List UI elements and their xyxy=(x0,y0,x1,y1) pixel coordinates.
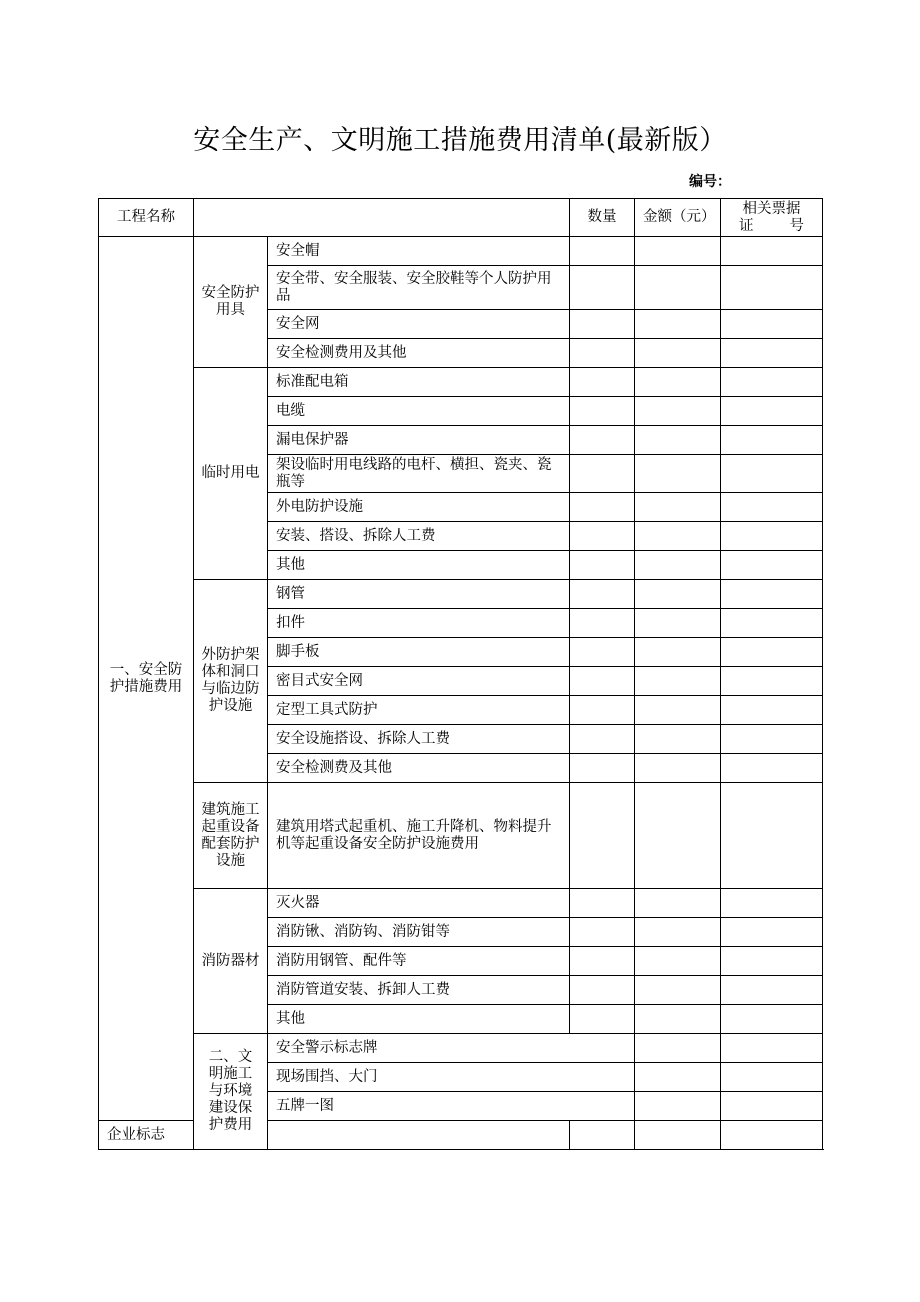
header-project-name: 工程名称 xyxy=(99,199,194,237)
item-label: 扣件 xyxy=(268,609,570,638)
amount-cell[interactable] xyxy=(635,522,721,551)
item-label: 灭火器 xyxy=(268,889,570,918)
section1-label: 一、安全防护措施费用 xyxy=(99,237,194,1121)
receipt-cell[interactable] xyxy=(721,580,823,609)
receipt-cell[interactable] xyxy=(721,266,823,310)
item-label: 建筑用塔式起重机、施工升降机、物料提升机等起重设备安全防护设施费用 xyxy=(268,783,570,889)
item-label: 外电防护设施 xyxy=(268,493,570,522)
item-label: 安全检测费用及其他 xyxy=(268,339,570,368)
quantity-cell[interactable] xyxy=(570,368,635,397)
quantity-cell[interactable] xyxy=(635,1092,721,1121)
serial-number-label: 编号： xyxy=(689,174,731,190)
item-label: 安全帽 xyxy=(268,237,570,266)
sub-label: 临时用电 xyxy=(194,368,268,580)
amount-cell[interactable] xyxy=(635,976,721,1005)
item-label: 安全带、安全服装、安全胶鞋等个人防护用品 xyxy=(268,266,570,310)
item-label: 消防锹、消防钩、消防钳等 xyxy=(268,918,570,947)
item-label: 电缆 xyxy=(268,397,570,426)
sub-label: 外防护架体和洞口与临边防护设施 xyxy=(194,580,268,783)
amount-cell[interactable] xyxy=(635,609,721,638)
receipt-cell[interactable] xyxy=(721,696,823,725)
quantity-cell[interactable] xyxy=(635,1063,721,1092)
item-label: 五牌一图 xyxy=(268,1092,635,1121)
receipt-cell[interactable] xyxy=(721,310,823,339)
quantity-cell[interactable] xyxy=(570,783,635,889)
quantity-cell[interactable] xyxy=(570,638,635,667)
quantity-cell[interactable] xyxy=(570,455,635,493)
amount-cell[interactable] xyxy=(635,889,721,918)
amount-cell[interactable] xyxy=(635,339,721,368)
quantity-cell[interactable] xyxy=(570,1005,635,1034)
quantity-cell[interactable] xyxy=(570,609,635,638)
receipt-cell[interactable] xyxy=(721,339,823,368)
quantity-cell[interactable] xyxy=(570,580,635,609)
table-row xyxy=(99,889,823,918)
item-label: 定型工具式防护 xyxy=(268,696,570,725)
receipt-cell[interactable] xyxy=(721,522,823,551)
amount-cell[interactable] xyxy=(635,266,721,310)
amount-cell[interactable] xyxy=(635,1005,721,1034)
item-label: 密目式安全网 xyxy=(268,667,570,696)
item-label: 脚手板 xyxy=(268,638,570,667)
receipt-cell[interactable] xyxy=(721,426,823,455)
item-label: 安全网 xyxy=(268,310,570,339)
header-receipt-hao: 号 xyxy=(789,217,804,234)
receipt-cell[interactable] xyxy=(721,667,823,696)
sub-label: 消防器材 xyxy=(194,889,268,1034)
amount-cell[interactable] xyxy=(635,551,721,580)
amount-cell[interactable] xyxy=(635,368,721,397)
quantity-cell[interactable] xyxy=(570,696,635,725)
receipt-cell[interactable] xyxy=(721,783,823,889)
quantity-cell[interactable] xyxy=(570,522,635,551)
amount-cell[interactable] xyxy=(635,455,721,493)
header-amount: 金额（元） xyxy=(635,199,721,237)
amount-cell[interactable] xyxy=(635,310,721,339)
quantity-cell[interactable] xyxy=(570,310,635,339)
receipt-cell[interactable] xyxy=(721,1005,823,1034)
amount-cell[interactable] xyxy=(721,1034,823,1063)
item-label: 消防管道安装、拆卸人工费 xyxy=(268,976,570,1005)
quantity-cell[interactable] xyxy=(570,237,635,266)
receipt-cell[interactable] xyxy=(721,754,823,783)
item-label: 安全设施搭设、拆除人工费 xyxy=(268,725,570,754)
header-receipt-zheng: 证 xyxy=(739,217,754,234)
amount-cell[interactable] xyxy=(721,1092,823,1121)
receipt-cell[interactable] xyxy=(721,725,823,754)
table-row xyxy=(99,783,823,889)
receipt-cell[interactable] xyxy=(721,889,823,918)
receipt-cell[interactable] xyxy=(721,493,823,522)
item-label: 现场围挡、大门 xyxy=(268,1063,635,1092)
receipt-cell[interactable] xyxy=(721,638,823,667)
amount-cell[interactable] xyxy=(635,947,721,976)
header-receipt-line1: 相关票据 xyxy=(742,200,801,217)
quantity-cell[interactable] xyxy=(570,918,635,947)
quantity-cell[interactable] xyxy=(268,1121,570,1150)
item-label: 漏电保护器 xyxy=(268,426,570,455)
amount-cell[interactable] xyxy=(635,426,721,455)
receipt-cell[interactable] xyxy=(721,237,823,266)
item-label: 安全检测费及其他 xyxy=(268,754,570,783)
quantity-cell[interactable] xyxy=(570,976,635,1005)
quantity-cell[interactable] xyxy=(635,1034,721,1063)
item-label: 其他 xyxy=(268,1005,570,1034)
quantity-cell[interactable] xyxy=(570,551,635,580)
receipt-cell[interactable] xyxy=(721,609,823,638)
table-row xyxy=(99,1121,823,1150)
quantity-cell[interactable] xyxy=(570,889,635,918)
amount-cell[interactable] xyxy=(721,1063,823,1092)
receipt-cell[interactable] xyxy=(635,1121,721,1150)
header-receipt xyxy=(721,199,823,237)
amount-cell[interactable] xyxy=(635,397,721,426)
expense-table xyxy=(98,198,823,1150)
table-row xyxy=(99,237,823,266)
receipt-cell[interactable] xyxy=(721,455,823,493)
sub-label: 安全防护用具 xyxy=(194,237,268,368)
receipt-cell[interactable] xyxy=(721,397,823,426)
amount-cell[interactable] xyxy=(635,580,721,609)
item-label: 消防用钢管、配件等 xyxy=(268,947,570,976)
item-label: 安全警示标志牌 xyxy=(268,1034,635,1063)
section2-label: 二、文明施工与环境建设保护费用 xyxy=(194,1034,268,1150)
receipt-cell[interactable] xyxy=(721,551,823,580)
amount-cell[interactable] xyxy=(635,783,721,889)
amount-cell[interactable] xyxy=(635,667,721,696)
amount-cell[interactable] xyxy=(635,638,721,667)
table-row xyxy=(99,1034,823,1063)
item-label: 其他 xyxy=(268,551,570,580)
quantity-cell[interactable] xyxy=(570,426,635,455)
item-label: 架设临时用电线路的电杆、横担、瓷夹、瓷瓶等 xyxy=(268,455,570,493)
quantity-cell[interactable] xyxy=(570,947,635,976)
item-label: 安装、搭设、拆除人工费 xyxy=(268,522,570,551)
item-label: 钢管 xyxy=(268,580,570,609)
receipt-cell[interactable] xyxy=(721,976,823,1005)
table-row xyxy=(99,580,823,609)
item-label: 标准配电箱 xyxy=(268,368,570,397)
quantity-cell[interactable] xyxy=(570,754,635,783)
amount-cell[interactable] xyxy=(635,493,721,522)
amount-cell[interactable] xyxy=(635,754,721,783)
header-row xyxy=(99,199,823,237)
receipt-cell[interactable] xyxy=(721,947,823,976)
quantity-cell[interactable] xyxy=(570,493,635,522)
amount-cell[interactable] xyxy=(570,1121,635,1150)
header-quantity: 数量 xyxy=(570,199,635,237)
quantity-cell[interactable] xyxy=(570,397,635,426)
quantity-cell[interactable] xyxy=(570,339,635,368)
quantity-cell[interactable] xyxy=(570,667,635,696)
quantity-cell[interactable] xyxy=(570,266,635,310)
amount-cell[interactable] xyxy=(635,725,721,754)
table-row xyxy=(99,368,823,397)
quantity-cell[interactable] xyxy=(570,725,635,754)
amount-cell[interactable] xyxy=(635,918,721,947)
amount-cell[interactable] xyxy=(635,237,721,266)
receipt-cell[interactable] xyxy=(721,368,823,397)
receipt-cell[interactable] xyxy=(721,918,823,947)
amount-cell[interactable] xyxy=(635,696,721,725)
item-label: 企业标志 xyxy=(99,1121,268,1150)
project-name-value[interactable] xyxy=(194,199,570,237)
sub-label: 建筑施工起重设备配套防护设施 xyxy=(194,783,268,889)
page-title: 安全生产、文明施工措施费用清单(最新版） xyxy=(193,125,727,156)
